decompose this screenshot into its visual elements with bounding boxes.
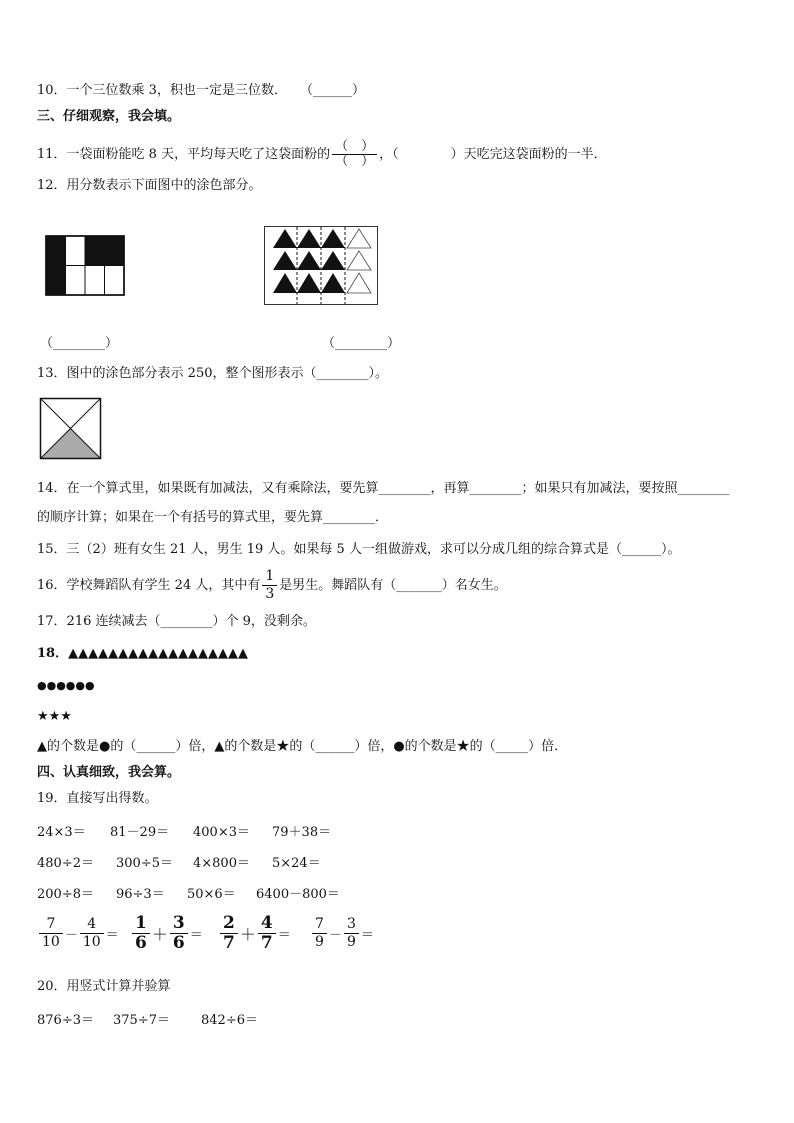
fraction-numerator: 7 — [312, 916, 327, 934]
question-16-fraction — [262, 568, 277, 603]
question-14-line-2: 的顺序计算；如果在一个有括号的算式里，要先算________． — [37, 510, 389, 525]
question-16-text-a: 16．学校舞蹈队有学生 24 人，其中有 — [37, 578, 261, 593]
fraction-numerator: 3 — [344, 916, 359, 934]
fraction-denominator: （ ） — [335, 154, 375, 169]
equals-sign: ＝ — [189, 928, 203, 943]
question-10: 10．一个三位数乘 3，积也一定是三位数． （______） — [37, 83, 365, 98]
question-17: 17．216 连续减去（________）个 9，没剩余。 — [37, 614, 316, 629]
question-16-text-b: 是男生。舞蹈队有（_______）名女生。 — [279, 578, 507, 593]
shaded-grid-figure — [46, 236, 126, 296]
calc-item: 5×24＝ — [272, 856, 321, 871]
calc-item: 81－29＝ — [110, 825, 170, 840]
fraction — [39, 916, 63, 951]
section-4-heading: 四、认真细致，我会算。 — [37, 765, 181, 780]
calc-item: 24×3＝ — [37, 825, 86, 840]
question-18-question: ▲的个数是●的（______）倍，▲的个数是★的（______）倍，●的个数是★的（_____）倍． — [37, 739, 568, 754]
fraction-denominator: 9 — [346, 934, 356, 950]
operator: － — [64, 928, 78, 943]
question-11-text-a: 11．一袋面粉能吃 8 天，平均每天吃了这袋面粉的 — [37, 147, 331, 162]
fraction-denominator: 9 — [315, 934, 324, 950]
section-3-heading: 三、仔细观察，我会填。 — [37, 109, 181, 124]
fraction — [220, 914, 238, 953]
fraction — [344, 916, 359, 951]
equals-sign: ＝ — [360, 928, 374, 943]
question-18-stars: ★★★ — [37, 709, 72, 724]
fraction-expression — [310, 916, 374, 951]
fraction-expression — [37, 916, 119, 951]
equals-sign: ＝ — [277, 928, 291, 943]
question-13: 13．图中的涂色部分表示 250，整个图形表示（________）。 — [37, 366, 388, 381]
equals-sign: ＝ — [105, 928, 119, 943]
calc-item: 480÷2＝ — [37, 856, 94, 871]
question-14-line-1: 14．在一个算式里，如果既有加减法，又有乘除法，要先算________，再算________；如果只有加减法，要按照________ — [37, 481, 730, 496]
calc-item: 4×800＝ — [193, 856, 250, 871]
question-16 — [37, 568, 507, 603]
fraction-numerator: 1 — [132, 914, 150, 934]
fraction-numerator: 4 — [258, 914, 276, 934]
question-18-triangles: 18．▲▲▲▲▲▲▲▲▲▲▲▲▲▲▲▲▲▲ — [37, 646, 249, 661]
operator: － — [328, 928, 342, 943]
fraction-expression — [218, 914, 291, 953]
vertical-calc-item: 876÷3＝ — [37, 1013, 94, 1028]
fraction — [132, 914, 150, 953]
fraction — [312, 916, 327, 951]
question-12: 12．用分数表示下面图中的涂色部分。 — [37, 178, 262, 193]
question-15: 15．三（2）班有女生 21 人，男生 19 人。如果每 5 人一组做游戏，求可以分成几组的综合算式是（______）。 — [37, 542, 681, 557]
fraction — [80, 916, 104, 951]
fraction-numerator: 4 — [80, 916, 104, 934]
fraction-numerator: 2 — [220, 914, 238, 934]
answer-blank-triangles[interactable]: （________） — [322, 336, 401, 351]
fraction-denominator: 7 — [260, 933, 273, 953]
calc-item: 6400－800＝ — [256, 887, 340, 902]
fraction-denominator: 7 — [223, 933, 235, 953]
shaded-square-figure — [40, 398, 102, 460]
question-11-text-b: ，（ ）天吃完这袋面粉的一半． — [379, 147, 607, 162]
fraction-numerator: 1 — [262, 568, 277, 586]
question-19: 19．直接写出得数。 — [37, 791, 158, 806]
calc-item: 200÷8＝ — [37, 887, 94, 902]
fraction-numerator: （ ） — [332, 140, 377, 155]
fraction — [170, 914, 188, 953]
fraction-numerator: 3 — [170, 914, 188, 934]
fraction-numerator: 7 — [39, 916, 63, 934]
vertical-calc-item: 375÷7＝ — [113, 1013, 170, 1028]
triangles-figure — [264, 226, 380, 306]
fraction-denominator: 10 — [42, 934, 60, 950]
calc-item: 400×3＝ — [193, 825, 250, 840]
answer-blank-grid[interactable]: （________） — [40, 336, 119, 351]
fraction-denominator: 3 — [265, 586, 275, 602]
calc-item: 79＋38＝ — [272, 825, 332, 840]
operator: ＋ — [239, 925, 256, 944]
fraction-denominator: 6 — [135, 933, 147, 953]
question-11-fraction — [332, 140, 377, 169]
operator: ＋ — [151, 925, 168, 944]
calc-item: 96÷3＝ — [116, 887, 165, 902]
question-11 — [37, 140, 607, 169]
fraction-denominator: 6 — [172, 933, 185, 953]
calc-item: 50×6＝ — [187, 887, 236, 902]
fraction-denominator: 10 — [82, 934, 101, 950]
question-20: 20．用竖式计算并验算 — [37, 979, 171, 994]
calc-item: 300÷5＝ — [116, 856, 173, 871]
vertical-calc-item: 842÷6＝ — [201, 1013, 258, 1028]
fraction — [258, 914, 276, 953]
question-18-dots: ●●●●●● — [37, 679, 95, 692]
fraction-expression — [130, 914, 203, 953]
